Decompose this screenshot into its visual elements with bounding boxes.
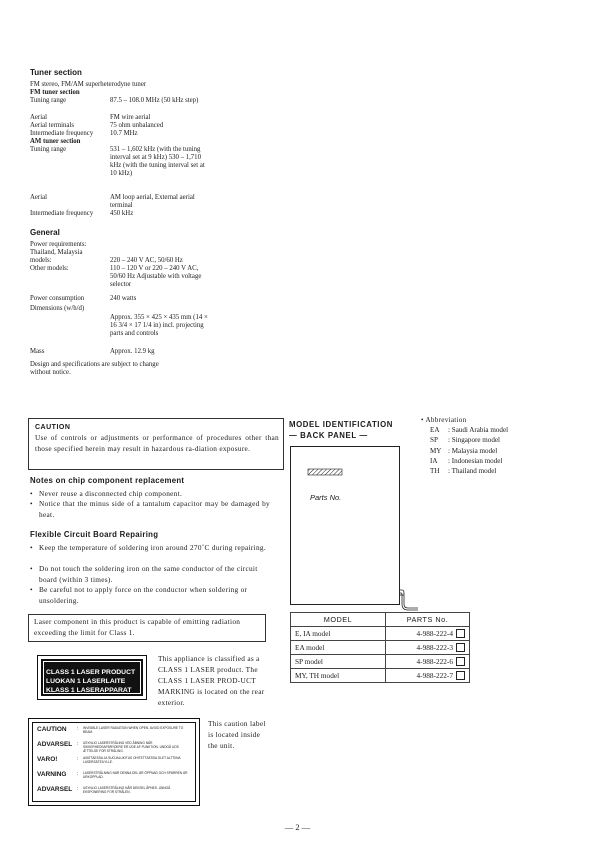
am-heading: AM tuner section: [30, 138, 81, 145]
tuner-heading: Tuner section: [30, 68, 82, 77]
general-heading: General: [30, 228, 60, 237]
back-panel-diagram: [290, 446, 430, 611]
tuner-type: FM stereo, FM/AM superheterodyne tuner: [30, 81, 147, 88]
caution-label: CAUTION : INVISIBLE LASER RADIATION WHEN OPEN. AVOID EXPOSURE TO BEAM. ADVARSEL : USYNLIG LASERSTRÅLING VED ÅBNING NÅR SIKKERHEDSAFBRYDERE ER UDE AF FUNKTION. UNDGÅ UDS ÆTTELSE FOR STRÅLING. VARO! : AVATTAESSA JA SUOJALUKITUS OHITETTAESSA OLET ALTTIINA LASERSÄTEILYLLE. VARNING : LASERSTRÅLNING NÄR DENNA DEL ÄR ÖPPNAD OCH SPÄRREN ÄR URKOPPLAD. ADVARSEL : USYNLIG LASERSTRÅLING NÅR DEKSEL ÅPNES. UNNGÅ EKSPONERING FOR STRÅLEN.: [28, 718, 200, 806]
table-row: EA model 4-988-222-3: [291, 641, 470, 655]
class1-text: This appliance is classified as a CLASS 1 LASER product. The CLASS 1 LASER PROD-UCT MARKING is located on the rear exterior.: [158, 654, 265, 707]
abbreviation-item: SP : Singapore model: [430, 436, 501, 445]
flex-heading: Flexible Circuit Board Repairing: [30, 530, 159, 539]
page-number: — 2 —: [284, 822, 311, 832]
flex-item: • Do not touch the soldering iron on the same conductor of the circuit board (within 3 times).: [30, 564, 258, 584]
chip-heading: Notes on chip component replacement: [30, 476, 185, 485]
table-header-row: [291, 613, 470, 627]
back-panel-svg: [290, 446, 430, 611]
abbreviation-item: MY : Malaysia model: [430, 446, 498, 455]
parts-table: [290, 612, 470, 683]
class1-label: CLASS 1 LASER PRODUCT LUOKAN 1 LASERLAITE KLASS 1 LASERAPPARAT: [37, 655, 147, 700]
checkbox[interactable]: [456, 643, 465, 652]
specs-column: Tuner section FM stereo, FM/AM superheterodyne tuner FM tuner section Tuning range 87.5 – 108.0 MHz (50 kHz step) Aerial FM wire aerial Aerial terminals 75 ohm unbalanced Intermediate frequency 10.7 MHz AM tuner section Tuning range 531 – 1,602 kHz (with the tuning interval set at 9 kHz) 530 – 1,710 kHz (with the tuning interval set at 10 kHz) Aerial AM loop aerial, External aerial terminal Intermediate frequency 450 kHz General Power requirements: Thailand, Malaysia models: 220 – 240 V AC, 50/60 Hz Other models: 110 – 120 V or 220 – 240 V AC, 50/60 Hz Adjustable with voltage selector Power consumption 240 watts Dimensions (w/h/d) Approx. 355 × 425 × 435 mm (14 × 16 3/4 × 17 1/4 in) incl. projecting parts and controls Mass Approx. 12.9 kg Design and specifications are subject to change without notice.: [30, 68, 208, 376]
flex-item: • Be careful not to apply force on the conductor when soldering or unsoldering.: [30, 585, 248, 605]
laser-notice-box: Laser component in this product is capable of emitting radiation exceeding the limit for Class 1.: [28, 614, 266, 642]
checkbox[interactable]: [456, 657, 465, 666]
fm-heading: FM tuner section: [30, 89, 80, 96]
column-header: MODEL: [291, 613, 386, 627]
column-header: PARTS No.: [386, 613, 470, 627]
abbreviation-item: EA : Saudi Arabia model: [430, 426, 509, 435]
caution-text: Use of controls or adjustments or performance of procedures other than those specified herein may result in hazardous ra-diation exposure.: [35, 433, 279, 453]
abbreviation-list: • Abbreviation EA : Saudi Arabia model SP : Singapore model MY : Malaysia model IA : Indonesian model TH : Thailand model: [421, 415, 571, 476]
checkbox[interactable]: [456, 629, 465, 638]
table-row: SP model 4-988-222-6: [291, 655, 470, 669]
caution-label-text: This caution label is located inside the unit.: [208, 719, 266, 750]
caution-title: CAUTION: [35, 424, 71, 431]
chip-item: • Never reuse a disconnected chip component.: [30, 489, 183, 498]
power-requirements: Power requirements:: [30, 241, 87, 248]
flex-item: • Keep the temperature of soldering iron around 270˚C during repairing.: [30, 543, 266, 552]
bullet: •: [421, 416, 426, 424]
caution-box: [28, 418, 284, 470]
table-row: MY, TH model 4-988-222-7: [291, 669, 470, 683]
model-id-title: MODEL IDENTIFICATION — BACK PANEL —: [289, 420, 393, 440]
abbreviation-item: IA : Indonesian model: [430, 456, 503, 465]
abbreviation-item: TH : Thailand model: [430, 467, 497, 476]
spec-note: Design and specifications are subject to change without notice.: [30, 361, 159, 376]
table-row: E, IA model 4-988-222-4: [291, 627, 470, 641]
chip-item: • Notice that the minus side of a tantalum capacitor may be damaged by heat.: [30, 499, 270, 519]
parts-no-label: Parts No.: [310, 493, 342, 502]
checkbox[interactable]: [456, 671, 465, 680]
